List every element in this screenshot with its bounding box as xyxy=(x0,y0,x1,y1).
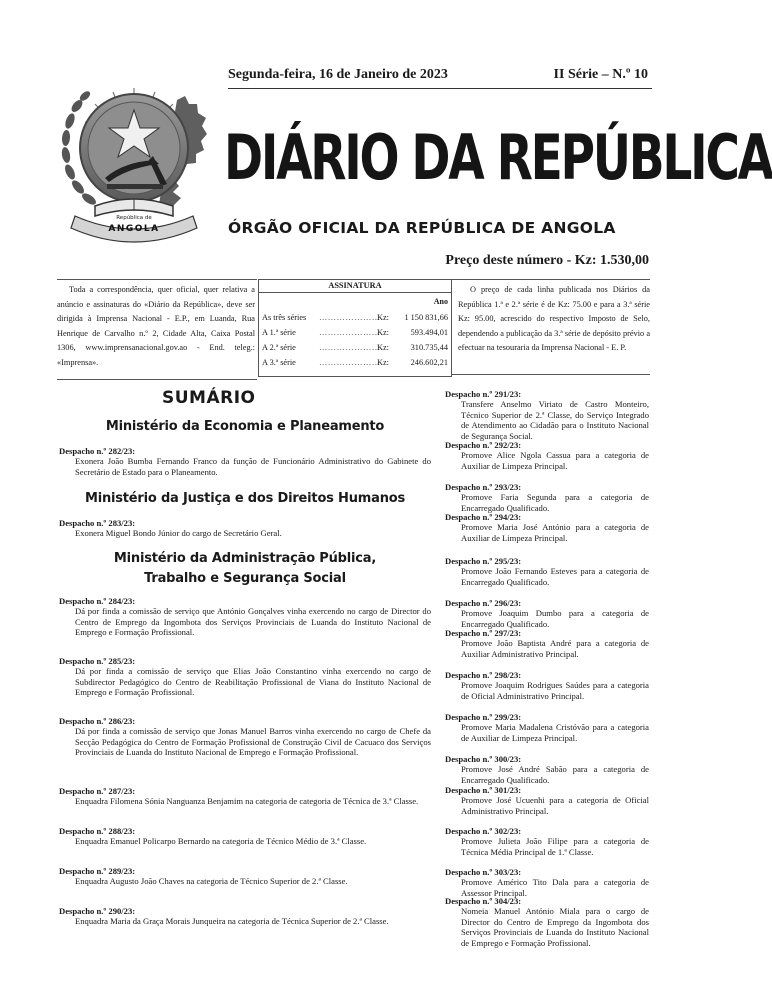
list-item: Despacho n.º 303/23: Promove Américo Tito Dala para a categoria de Assessor Principal. xyxy=(445,867,649,898)
subscription-box xyxy=(258,279,452,377)
issue-line xyxy=(228,67,648,87)
publication-title: DIÁRIO DA REPÚBLICA xyxy=(224,121,772,194)
list-item: Despacho n.º 284/23: Dá por finda a comissão de serviço que António Gonçalves vinha exercendo no cargo de Director do Centro de Emprego da Ingombota dos Serviços Provinciais de Luanda do Instituto Nacional de Emprego e Formação Profissional. xyxy=(59,596,431,638)
subscription-row: As três séries ………………… Kz: 1 150 831,66 xyxy=(262,313,448,322)
publication-subtitle: ÓRGÃO OFICIAL DA REPÚBLICA DE ANGOLA xyxy=(228,219,616,237)
list-item: Despacho n.º 304/23: Nomeia Manuel António Miala para o cargo de Director do Centro de Emprego da Ingombota dos Serviços Provinciais de Luanda do Instituto Nacional de Emprego e Formação Profissional. xyxy=(445,896,649,948)
list-item: Despacho n.º 282/23: Exonera João Bumba Fernando Franco da função de Funcionário Administrativo do Gabinete do Secretário de Estado para o Planeamento. xyxy=(59,446,431,477)
coat-of-arms-icon xyxy=(55,66,213,242)
list-item: Despacho n.º 288/23: Enquadra Emanuel Policarpo Bernardo na categoria de Técnico Médio de 3.ª Classe. xyxy=(59,826,367,847)
correspondence-box xyxy=(57,279,257,380)
subscription-row: A 1.ª série ………………… Kz: 593.494,01 xyxy=(262,328,448,337)
pricing-box xyxy=(452,279,650,375)
list-item: Despacho n.º 286/23: Dá por finda a comissão de serviço que Jonas Manuel Barros vinha exercendo no cargo de Chefe da Secção Pedagógica do Centro de Formação Profissional de Construção Civil de Cacuaco dos Serviços Provinciais de Luanda do Instituto Nacional de Emprego e Formação Profissional. xyxy=(59,716,431,758)
ministry-heading: Ministério da Administração Pública, Trabalho e Segurança Social xyxy=(113,551,377,586)
list-item: Despacho n.º 302/23: Promove Julieta João Filipe para a categoria de Técnica Média Principal de 1.ª Classe. xyxy=(445,826,649,857)
pricing-text: O preço de cada linha publicada nos Diários da República 1.ª e 2.ª série é de Kz: 75.00 e para a 3.ª série Kz: 95.00, acrescido do respectivo Imposto de Selo, dependendo a publicação da 3.ª série de depósito prévio a efectuar na tesouraria da Imprensa Nacional - E. P. xyxy=(458,285,650,353)
issue-date: Segunda-feira, 16 de Janeiro de 2023 xyxy=(228,67,448,82)
ministry-heading: Ministério da Economia e Planeamento xyxy=(105,419,385,434)
emblem-caption-bottom: ANGOLA xyxy=(108,224,160,234)
list-item: Despacho n.º 295/23: Promove João Fernando Esteves para a categoria de Encarregado Qualificado. xyxy=(445,556,649,587)
list-item: Despacho n.º 292/23: Promove Alice Ngola Cassua para a categoria de Auxiliar de Limpeza Principal. xyxy=(445,440,649,471)
list-item: Despacho n.º 294/23: Promove Maria José António para a categoria de Auxiliar de Limpeza Principal. xyxy=(445,512,649,543)
list-item: Despacho n.º 290/23: Enquadra Maria da Graça Morais Junqueira na categoria de Técnica Superior de 2.ª Classe. xyxy=(59,906,389,927)
list-item: Despacho n.º 297/23: Promove João Baptista André para a categoria de Auxiliar Administrativo Principal. xyxy=(445,628,649,659)
list-item: Despacho n.º 301/23: Promove José Ucuenhi para a categoria de Oficial Administrativo Principal. xyxy=(445,785,649,816)
year-label: Ano xyxy=(433,297,448,306)
list-item: Despacho n.º 285/23: Dá por finda a comissão de serviço que Elias João Constantino vinha exercendo no cargo de Subdirector Pedagógico do Centro de Reabilitação Profissional de Viana do Instituto Nacional de Emprego e Formação Profissional. xyxy=(59,656,431,698)
list-item: Despacho n.º 289/23: Enquadra Augusto João Chaves na categoria de Técnico Superior de 2.ª Classe. xyxy=(59,866,348,887)
list-item: Despacho n.º 291/23: Transfere Anselmo Viriato de Castro Monteiro, Técnico Superior de 2.ª Classe, do Serviço Integrado de Atendimento ao Cidadão para o Instituto Nacional de Segurança Social. xyxy=(445,389,649,441)
subscription-row: A 3.ª série ………………… Kz: 246.602,21 xyxy=(262,358,448,367)
list-item: Despacho n.º 296/23: Promove Joaquim Dumbo para a categoria de Encarregado Qualificado. xyxy=(445,598,649,629)
summary-title: SUMÁRIO xyxy=(162,388,256,408)
list-item: Despacho n.º 287/23: Enquadra Filomena Sónia Nanguanza Benjamim na categoria de categoria de Técnica de 3.ª Classe. xyxy=(59,786,419,807)
list-item: Despacho n.º 299/23: Promove Maria Madalena Cristóvão para a categoria de Auxiliar de Limpeza Principal. xyxy=(445,712,649,743)
issue-series: II Série – N.º 10 xyxy=(553,67,648,82)
ministry-heading: Ministério da Justiça e dos Direitos Humanos xyxy=(84,491,406,506)
top-rule xyxy=(228,88,652,89)
correspondence-text: Toda a correspondência, quer oficial, quer relativa a anúncio e assinaturas do «Diário da República», deve ser dirigida à Imprensa Nacional - E.P., em Luanda, Rua Henrique de Carvalho n.º 2, Cidade Alta, Caixa Postal 1306, www.imprensanacional.gov.ao - End. teleg.: «Imprensa». xyxy=(57,285,255,367)
list-item: Despacho n.º 300/23: Promove José André Sabão para a categoria de Encarregado Qualificado. xyxy=(445,754,649,785)
list-item: Despacho n.º 293/23: Promove Faria Segunda para a categoria de Encarregado Qualificado. xyxy=(445,482,649,513)
list-item: Despacho n.º 298/23: Promove Joaquim Rodrigues Saúdes para a categoria de Oficial Administrativo Principal. xyxy=(445,670,649,701)
emblem-caption-top: República de xyxy=(116,215,152,221)
issue-price: Preço deste número - Kz: 1.530,00 xyxy=(445,253,649,268)
list-item: Despacho n.º 283/23: Exonera Miguel Bondo Júnior do cargo de Secretário Geral. xyxy=(59,518,282,539)
subscription-heading: ASSINATURA xyxy=(259,280,451,293)
subscription-row: A 2.ª série ………………… Kz: 310.735,44 xyxy=(262,343,448,352)
